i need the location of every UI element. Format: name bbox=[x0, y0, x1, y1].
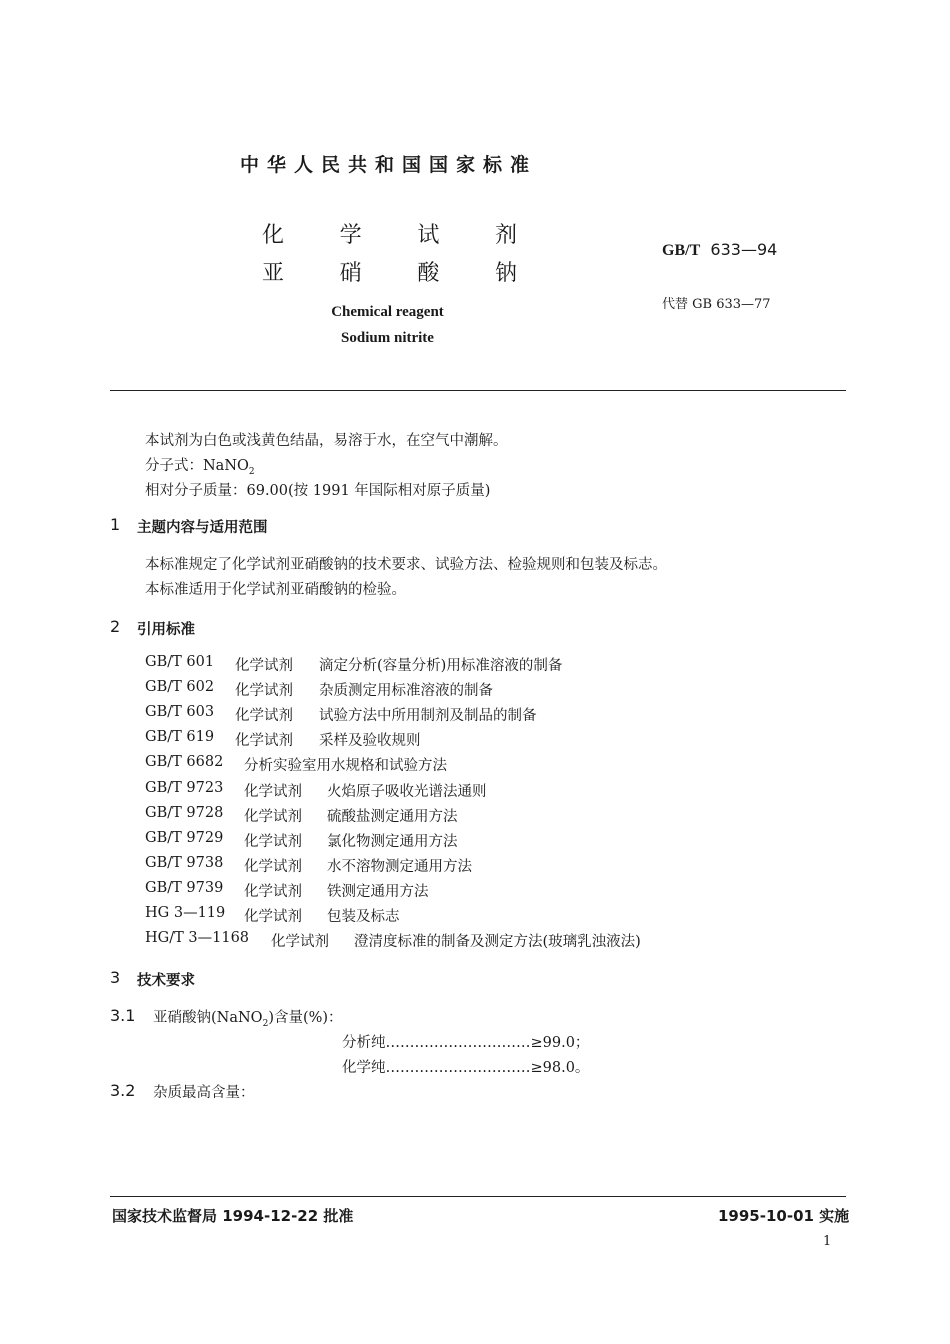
reference-item bbox=[145, 754, 447, 775]
reference-code: GB/T 9738 bbox=[145, 854, 224, 871]
reference-code: GB/T 9729 bbox=[145, 829, 224, 846]
implementation-note: 1995-10-01 实施 bbox=[718, 1207, 850, 1225]
reference-item bbox=[145, 679, 493, 700]
reference-title: 杂质测定用标准溶液的制备 bbox=[319, 683, 493, 700]
reference-category: 化学试剂 bbox=[235, 733, 293, 750]
title-char: 酸 bbox=[417, 261, 440, 286]
molecular-formula bbox=[145, 454, 255, 477]
subsection-3-1-number: 3.1 bbox=[110, 1006, 136, 1025]
reference-item bbox=[145, 654, 563, 674]
molecular-mass: 相对分子质量：69.00(按 1991 年国际相对原子质量) bbox=[145, 483, 491, 499]
reference-code: GB/T 9739 bbox=[145, 879, 224, 896]
title-char: 试 bbox=[417, 223, 440, 248]
reference-title: 铁测定通用方法 bbox=[327, 883, 429, 900]
reference-code: GB/T 9728 bbox=[145, 804, 224, 821]
subsection-3-2-text: 杂质最高含量： bbox=[153, 1085, 255, 1101]
reference-category: 化学试剂 bbox=[244, 909, 302, 925]
reference-item bbox=[145, 829, 458, 850]
approval-note: 国家技术监督局 1994-12-22 批准 bbox=[112, 1207, 354, 1225]
reference-category: 化学试剂 bbox=[244, 783, 302, 800]
section-1-para-1: 本标准规定了化学试剂亚硝酸钠的技术要求、试验方法、检验规则和包装及标志。 bbox=[145, 557, 667, 573]
reference-category: 化学试剂 bbox=[244, 883, 302, 900]
title-char: 亚 bbox=[262, 261, 285, 286]
reference-title: 火焰原子吸收光谱法通则 bbox=[327, 783, 487, 800]
reference-item bbox=[145, 879, 429, 900]
reference-title: 澄清度标准的制备及测定方法(玻璃乳浊液法) bbox=[354, 934, 641, 951]
reference-item bbox=[145, 729, 421, 750]
header-divider bbox=[110, 390, 846, 391]
reference-title: 分析实验室用水规格和试验方法 bbox=[244, 758, 447, 775]
subsection-3-1-text bbox=[153, 1006, 343, 1029]
reference-code: GB/T 6682 bbox=[145, 754, 224, 771]
english-title-1: Chemical reagent bbox=[331, 304, 444, 320]
reference-code: HG/T 3—1168 bbox=[145, 930, 250, 947]
grade-chemical: 化学纯…………………………≥98.0。 bbox=[342, 1060, 590, 1076]
reference-code: GB/T 9723 bbox=[145, 779, 224, 796]
reference-title: 采样及验收规则 bbox=[319, 733, 421, 750]
reference-item bbox=[145, 854, 472, 875]
reference-code: GB/T 603 bbox=[145, 704, 215, 721]
content-label-end: )含量(%)： bbox=[268, 1010, 343, 1026]
standard-code bbox=[662, 240, 777, 260]
replaces-note: 代替 GB 633—77 bbox=[662, 297, 771, 312]
reference-item bbox=[145, 804, 458, 825]
national-standard-heading: 中华人民共和国国家标准 bbox=[240, 154, 538, 176]
title-char: 化 bbox=[262, 223, 285, 248]
title-char: 钠 bbox=[494, 261, 517, 286]
section-1-number: 1 bbox=[110, 515, 121, 534]
reference-category: 化学试剂 bbox=[271, 934, 329, 951]
content-subscript: 2 bbox=[262, 1018, 269, 1029]
formula-subscript: 2 bbox=[248, 466, 255, 477]
content-label: 亚硝酸钠(NaNO bbox=[153, 1010, 263, 1026]
title-char: 学 bbox=[339, 223, 362, 248]
reference-code: HG 3—119 bbox=[145, 905, 226, 921]
reference-code: GB/T 602 bbox=[145, 679, 215, 696]
reference-title: 试验方法中所用制剂及制品的制备 bbox=[319, 708, 537, 725]
reference-item bbox=[145, 930, 641, 951]
standard-code-number: 633—94 bbox=[710, 240, 778, 259]
cn-title-line-1 bbox=[262, 218, 517, 249]
reference-title: 氯化物测定通用方法 bbox=[327, 833, 458, 850]
reference-code: GB/T 601 bbox=[145, 654, 215, 670]
cn-title-line-2 bbox=[262, 256, 517, 287]
reference-title: 水不溶物测定通用方法 bbox=[327, 858, 472, 875]
reference-category: 化学试剂 bbox=[244, 858, 302, 875]
page-number: 1 bbox=[823, 1234, 832, 1249]
title-char: 硝 bbox=[339, 261, 362, 286]
title-char: 剂 bbox=[494, 223, 517, 248]
grade-analytical: 分析纯…………………………≥99.0； bbox=[342, 1035, 590, 1051]
reference-category: 化学试剂 bbox=[235, 683, 293, 700]
footer-divider bbox=[110, 1196, 846, 1197]
reference-item bbox=[145, 905, 400, 925]
reference-item bbox=[145, 779, 487, 800]
section-2-title: 引用标准 bbox=[137, 622, 195, 638]
reference-code: GB/T 619 bbox=[145, 729, 215, 746]
reference-title: 滴定分析(容量分析)用标准溶液的制备 bbox=[319, 658, 563, 674]
reference-category: 化学试剂 bbox=[244, 808, 302, 825]
subsection-3-2-number: 3.2 bbox=[110, 1081, 136, 1100]
reference-title: 包装及标志 bbox=[327, 909, 400, 925]
section-1-para-2: 本标准适用于化学试剂亚硝酸钠的检验。 bbox=[145, 582, 406, 598]
reference-category: 化学试剂 bbox=[235, 658, 293, 674]
formula-text: 分子式：NaNO bbox=[145, 458, 249, 474]
reference-title: 硫酸盐测定通用方法 bbox=[327, 808, 458, 825]
section-1-title: 主题内容与适用范围 bbox=[137, 520, 268, 536]
intro-description: 本试剂为白色或浅黄色结晶，易溶于水，在空气中潮解。 bbox=[145, 433, 508, 449]
section-3-number: 3 bbox=[110, 968, 121, 987]
section-2-number: 2 bbox=[110, 617, 121, 636]
reference-category: 化学试剂 bbox=[235, 708, 293, 725]
reference-item bbox=[145, 704, 537, 725]
section-3-title: 技术要求 bbox=[137, 973, 195, 989]
standard-code-prefix: GB/T bbox=[662, 242, 701, 259]
reference-category: 化学试剂 bbox=[244, 833, 302, 850]
english-title-2: Sodium nitrite bbox=[341, 330, 434, 346]
